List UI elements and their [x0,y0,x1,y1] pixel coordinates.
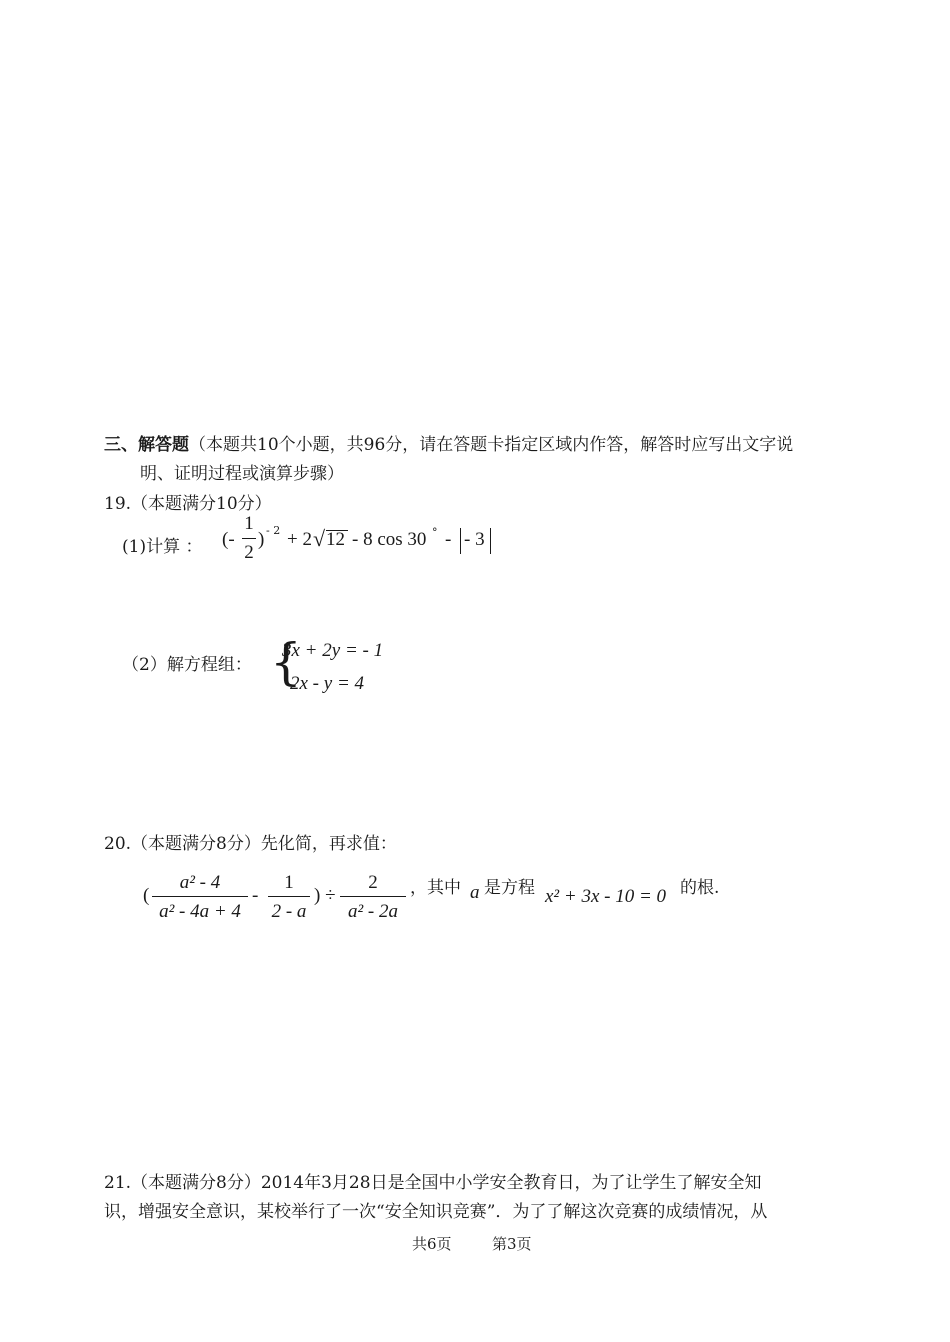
q20-div: ) ÷ [314,885,336,906]
q20-f3-num: 2 [368,872,378,893]
q20-is-root-of: 是方程 [484,878,535,898]
degree-symbol: ° [432,526,438,539]
q19-term2: + 2 [287,529,312,550]
q20-f2-bar [268,896,310,897]
q20-where: ，其中 [410,878,461,898]
q20-open-paren: ( [143,885,150,906]
section-title: 三、解答题 [104,435,189,455]
footer-total-pages: 共6页 [412,1235,452,1253]
q20-equation: x² + 3x - 10 = 0 [545,886,667,907]
section-note-line1: （本题共10个小题，共96分，请在答题卡指定区域内作答，解答时应写出文字说 [189,435,794,455]
q19-part1-open: (- [222,529,235,550]
q19-part1-close: ) [258,529,265,550]
q20-f1-bar [152,896,248,897]
q20-header: 20.（本题满分8分）先化简，再求值： [104,834,397,854]
q19-sqrt-arg: 12 [326,529,345,550]
q19-frac-den: 2 [244,542,254,563]
q19-exponent: - 2 [266,524,281,537]
q20-f2-num: 1 [284,872,294,893]
q19-term4: - [445,529,452,550]
footer-current-page: 第3页 [492,1235,532,1253]
q20-f3-bar [340,896,406,897]
q20-var-a: a [470,882,480,903]
q21-line1: 21.（本题满分8分）2014年3月28日是全国中小学安全教育日，为了让学生了解安全知 [104,1173,762,1193]
q19-equation-1: 3x + 2y = - 1 [282,640,384,661]
q20-f2-den: 2 - a [271,901,307,922]
q20-f1-num: a² - 4 [179,872,221,893]
q20-f3-den: a² - 2a [347,901,399,922]
brace-icon: { [270,633,302,691]
q20-tail: 的根. [680,878,720,898]
q19-header: 19.（本题满分10分） [104,494,272,514]
abs-bar-right [490,528,491,554]
q19-equation-2: 2x - y = 4 [290,673,365,694]
q19-frac-num: 1 [244,513,254,534]
q19-part2-label: （2）解方程组： [122,655,252,675]
q19-frac-bar [242,538,256,539]
q19-part1-label: (1)计算 ： [122,537,203,557]
q20-f1-den: a² - 4a + 4 [159,901,241,922]
q19-abs-content: - 3 [464,529,485,550]
q20-minus: - [252,885,259,906]
section-heading-line [104,430,793,455]
abs-bar-left [460,528,461,554]
q21-line2: 识，增强安全意识，某校举行了一次“安全知识竞赛”．为了了解这次竞赛的成绩情况，从 [104,1202,768,1222]
q19-term3: - 8 cos 30 [352,529,427,550]
sqrt-icon: √ [313,526,326,551]
section-note-line2: 明、证明过程或演算步骤） [140,464,344,484]
